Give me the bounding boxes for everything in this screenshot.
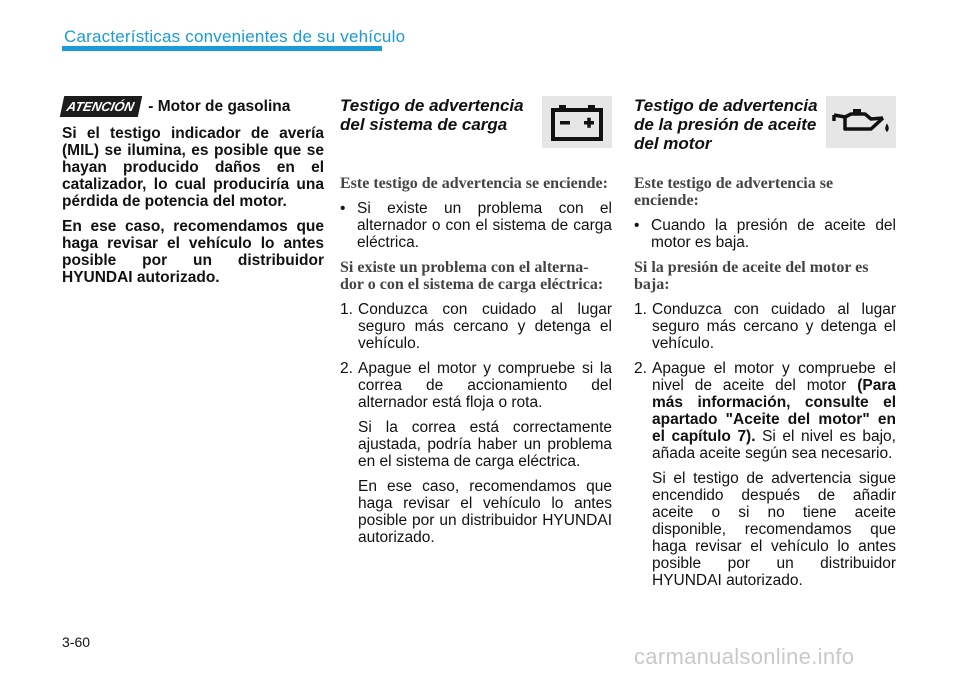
charging-bullet-text: Si existe un problema con el alternador o con el sistema de carga eléctrica. <box>357 200 612 251</box>
list-item <box>634 301 896 352</box>
warning-paragraph-2: En ese caso, recomendamos que haga revisar el vehículo lo antes posible por un distribuidor HYUNDAI autorizado. <box>62 218 324 286</box>
warning-badge-suffix: - Motor de gasolina <box>143 98 291 115</box>
oil-note-1: Si el testigo de advertencia sigue encendido después de añadir aceite o si no tiene aceite disponible, recomendamos que haga revisar el vehículo lo antes posible por un distribuidor HYUNDAI autorizado. <box>652 470 896 589</box>
list-item <box>340 360 612 411</box>
list-number: 2. <box>340 360 353 377</box>
oil-step-2-reference: (Para más información, consulte el apartado "Aceite del motor" en el capítulo 7). <box>652 377 896 445</box>
oil-step-2 <box>652 360 896 462</box>
section-title-underline <box>62 46 382 51</box>
oil-subhead-1: Este testigo de advertencia se enciende: <box>634 175 834 209</box>
charging-subhead-1: Este testigo de advertencia se enciende: <box>340 175 608 192</box>
list-item <box>340 301 612 352</box>
warning-badge: ATENCIÓN <box>60 96 142 117</box>
list-item <box>634 217 896 251</box>
charging-step-1: Conduzca con cuidado al lugar seguro más cercano y detenga el vehículo. <box>358 301 612 352</box>
charging-note-1: Si la correa está correctamente ajustada, podría haber un problema en el sistema de carga eléctrica. <box>358 419 612 470</box>
warning-heading <box>62 96 324 117</box>
column-oil-pressure <box>634 96 896 589</box>
battery-icon <box>550 103 604 141</box>
oil-bullet-text: Cuando la presión de aceite del motor es baja. <box>651 217 896 251</box>
oil-step-1: Conduzca con cuidado al lugar seguro más cercano y detenga el vehículo. <box>652 301 896 352</box>
column-warning <box>62 96 324 286</box>
charging-note-2: En ese caso, recomendamos que haga revisar el vehículo lo antes posible por un distribuidor HYUNDAI autorizado. <box>358 478 612 546</box>
oil-warning-heading: Testigo de advertencia de la presión de aceite del motor <box>634 96 818 153</box>
charging-warning-heading: Testigo de advertencia del sistema de carga <box>340 96 524 134</box>
section-title: Características convenientes de su vehículo <box>64 27 406 46</box>
list-number: 1. <box>340 301 353 318</box>
list-item <box>634 360 896 462</box>
list-number: 2. <box>634 360 647 377</box>
oil-can-icon-box <box>826 96 896 148</box>
column-charging-system <box>340 96 612 546</box>
page-number: 3-60 <box>62 634 91 650</box>
oil-subhead-2: Si la presión de aceite del motor es baja: <box>634 259 869 293</box>
oil-step-2-text-c: Si el nivel es bajo, añada aceite según sea necesario. <box>652 428 896 462</box>
warning-paragraph-1: Si el testigo indicador de avería (MIL) se ilumina, es posible que se hayan producido daños en el catalizador, lo cual produciría una pérdida de potencia del motor. <box>62 125 324 210</box>
list-number: 1. <box>634 301 647 318</box>
oil-can-icon <box>831 105 891 139</box>
charging-step-2: Apague el motor y compruebe si la correa de accionamiento del alternador está floja o rota. <box>358 360 612 411</box>
watermark: carmanualsonline.info <box>634 644 855 669</box>
oil-step-2-text-a: Apague el motor y compruebe el nivel de aceite del motor <box>652 360 896 394</box>
list-item <box>340 200 612 251</box>
bullet-marker: • <box>340 200 346 217</box>
bullet-marker: • <box>634 217 640 234</box>
charging-subhead-2: Si existe un problema con el alterna- dor o con el sistema de carga eléctrica: <box>340 259 604 293</box>
battery-icon-box <box>542 96 612 148</box>
